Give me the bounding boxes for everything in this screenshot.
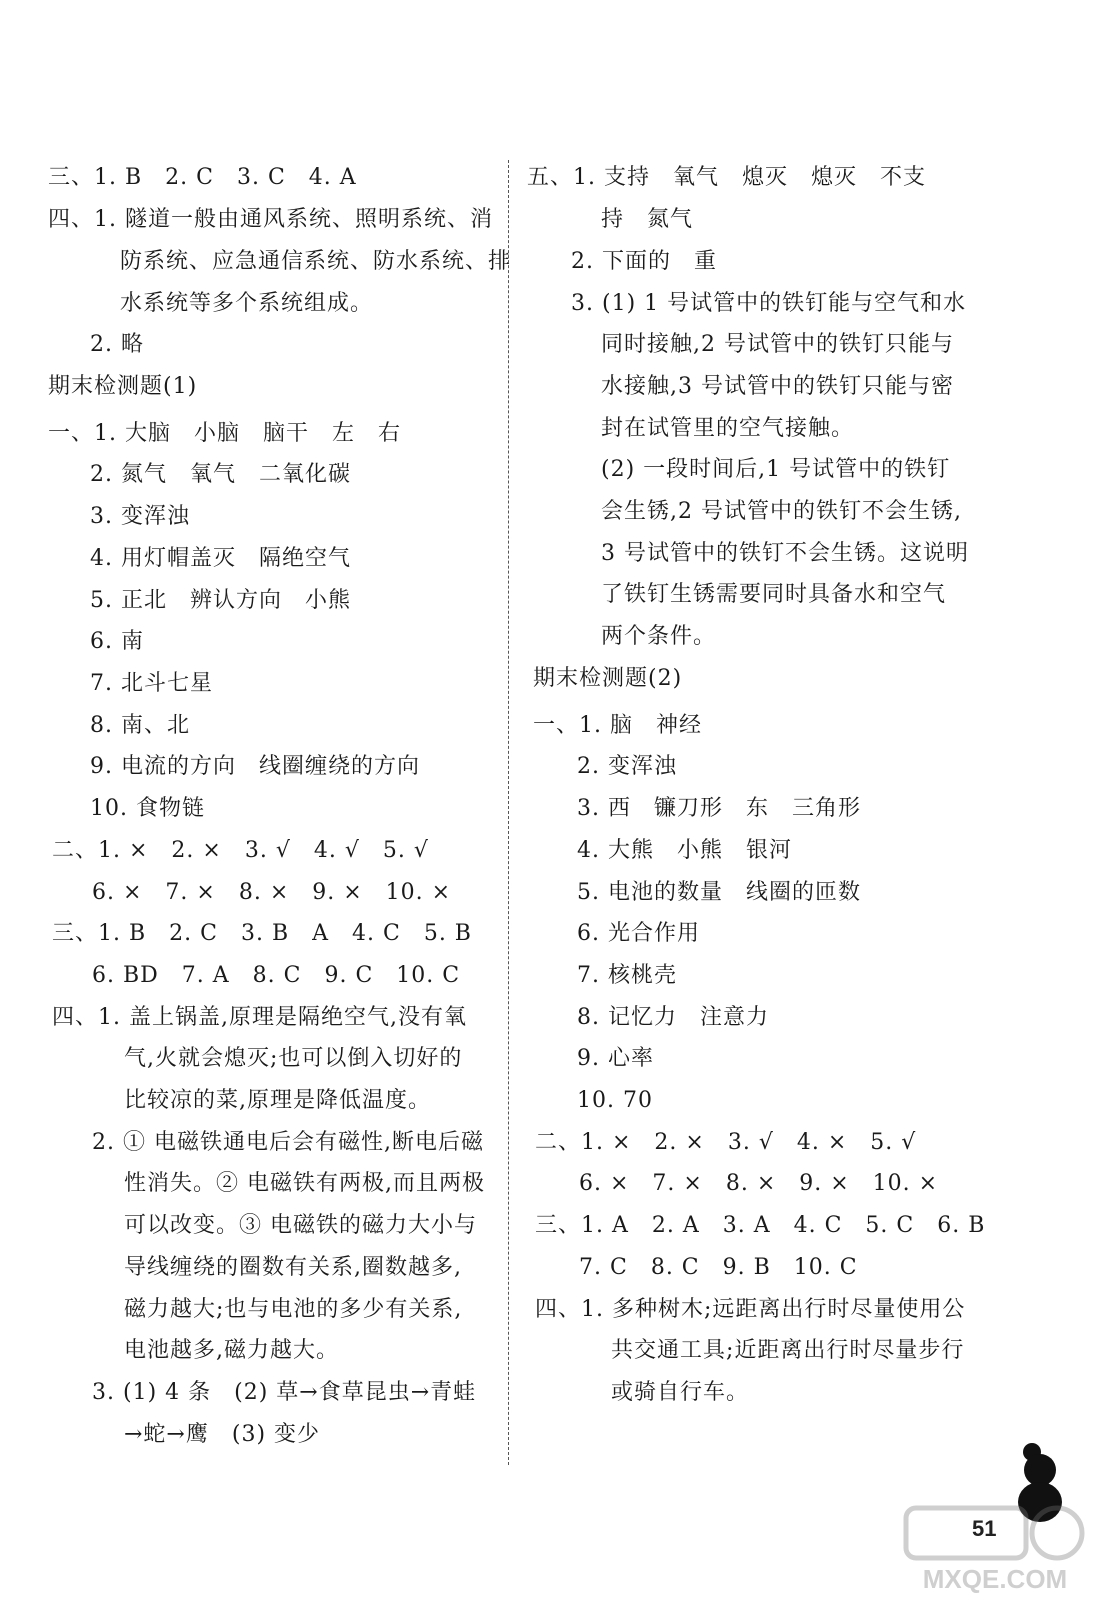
answer-line: 4. 大熊 小熊 银河 [577, 838, 792, 863]
answer-line: 共交通工具;近距离出行时尽量步行 [611, 1338, 965, 1363]
answer-line: 3. (1) 1 号试管中的铁钉能与空气和水 [571, 291, 967, 316]
answer-line: →蛇→鹰 (3) 变少 [124, 1422, 321, 1447]
answer-line: 两个条件。 [601, 624, 717, 649]
answer-line: 3 号试管中的铁钉不会生锈。这说明 [601, 541, 969, 566]
answer-line: 性消失。② 电磁铁有两极,而且两极 [124, 1171, 485, 1196]
answer-line: 三、1. B 2. C 3. C 4. A [48, 165, 357, 190]
answer-line: 四、1. 盖上锅盖,原理是隔绝空气,没有氧 [52, 1005, 467, 1030]
answer-line: 五、1. 支持 氧气 熄灭 熄灭 不支 [527, 165, 926, 190]
answer-line: 2. 略 [90, 332, 144, 357]
answer-line: 7. 核桃壳 [577, 963, 677, 988]
answer-line: 8. 南、北 [90, 713, 190, 738]
answer-line: 6. 光合作用 [577, 921, 700, 946]
section-heading: 期末检测题(1) [48, 374, 198, 399]
answer-line: 2. 变浑浊 [577, 754, 677, 779]
answer-line: 持 氮气 [601, 207, 694, 232]
answer-line: 可以改变。③ 电磁铁的磁力大小与 [124, 1213, 477, 1238]
answer-line: 2. 氮气 氧气 二氧化碳 [90, 462, 351, 487]
answer-line: 水系统等多个系统组成。 [120, 291, 374, 316]
answer-line: 2. 下面的 重 [571, 249, 717, 274]
answer-line: 会生锈,2 号试管中的铁钉不会生锈, [601, 499, 962, 524]
answer-line: 气,火就会熄灭;也可以倒入切好的 [124, 1046, 463, 1071]
answer-line: 7. 北斗七星 [90, 671, 213, 696]
answer-line: 电池越多,磁力越大。 [124, 1338, 339, 1363]
answer-line: 9. 电流的方向 线圈缠绕的方向 [90, 754, 420, 779]
answer-line: 防系统、应急通信系统、防水系统、排 [120, 249, 512, 274]
answer-line: 10. 食物链 [90, 796, 205, 821]
answer-line: 了铁钉生锈需要同时具备水和空气 [601, 582, 947, 607]
watermark-text: MXQE.COM [922, 1564, 1068, 1594]
answer-line: (2) 一段时间后,1 号试管中的铁钉 [601, 457, 951, 482]
answer-line: 6. × 7. × 8. × 9. × 10. × [92, 880, 452, 905]
answer-line: 9. 心率 [577, 1046, 654, 1071]
watermark-logo-icon [900, 1500, 1090, 1595]
answer-line: 3. 西 镰刀形 东 三角形 [577, 796, 861, 821]
page-number: 51 [972, 1516, 997, 1541]
answer-line: 5. 电池的数量 线圈的匝数 [577, 880, 861, 905]
answer-line: 比较凉的菜,原理是降低温度。 [124, 1088, 431, 1113]
answer-line: 导线缠绕的圈数有关系,圈数越多, [124, 1255, 462, 1280]
answer-line: 10. 70 [577, 1088, 653, 1113]
answer-line: 三、1. A 2. A 3. A 4. C 5. C 6. B [535, 1213, 986, 1238]
answer-line: 或骑自行车。 [611, 1380, 750, 1405]
answer-line: 8. 记忆力 注意力 [577, 1005, 769, 1030]
answer-line: 5. 正北 辨认方向 小熊 [90, 588, 351, 613]
answer-line: 封在试管里的空气接触。 [601, 416, 855, 441]
answer-line: 四、1. 多种树木;远距离出行时尽量使用公 [535, 1297, 966, 1322]
answer-line: 2. ① 电磁铁通电后会有磁性,断电后磁 [92, 1130, 484, 1155]
answer-line: 6. × 7. × 8. × 9. × 10. × [579, 1171, 939, 1196]
answer-line: 二、1. × 2. × 3. √ 4. × 5. √ [535, 1130, 917, 1155]
answer-line: 3. 变浑浊 [90, 504, 190, 529]
answer-line: 3. (1) 4 条 (2) 草→食草昆虫→青蛙 [92, 1380, 477, 1405]
column-divider [508, 160, 509, 1465]
section-heading: 期末检测题(2) [533, 666, 683, 691]
answer-line: 同时接触,2 号试管中的铁钉只能与 [601, 332, 954, 357]
answer-line: 四、1. 隧道一般由通风系统、照明系统、消 [48, 207, 493, 232]
answer-line: 4. 用灯帽盖灭 隔绝空气 [90, 546, 351, 571]
answer-line: 6. 南 [90, 629, 144, 654]
answer-line: 一、1. 脑 神经 [533, 713, 702, 738]
answer-line: 7. C 8. C 9. B 10. C [579, 1255, 858, 1280]
answer-line: 二、1. × 2. × 3. √ 4. √ 5. √ [52, 838, 429, 863]
answer-line: 6. BD 7. A 8. C 9. C 10. C [92, 963, 461, 988]
answer-line: 一、1. 大脑 小脑 脑干 左 右 [48, 421, 401, 446]
answer-line: 水接触,3 号试管中的铁钉只能与密 [601, 374, 954, 399]
answer-line: 磁力越大;也与电池的多少有关系, [124, 1297, 463, 1322]
answer-line: 三、1. B 2. C 3. B A 4. C 5. B [52, 921, 472, 946]
